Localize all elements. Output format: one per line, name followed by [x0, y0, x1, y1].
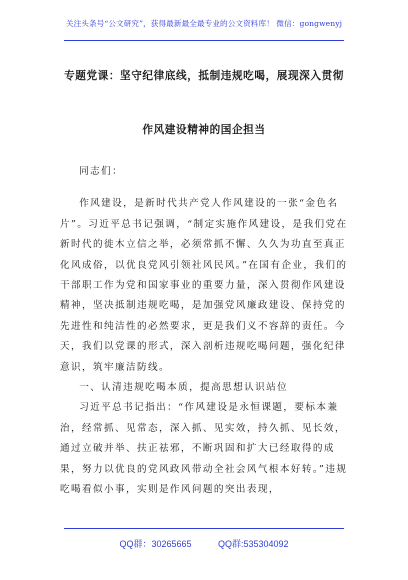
header-divider [64, 40, 344, 41]
footer-contacts [0, 537, 408, 550]
document-body [60, 146, 354, 501]
section-heading-1: 一、认清违规吃喝本质，提高思想认识站位 [79, 382, 289, 394]
salutation: 同志们： [79, 166, 124, 177]
qq-group-2: QQ群:535304092 [218, 539, 289, 549]
qq-group-1: QQ群：30265665 [119, 539, 192, 549]
footer-divider [64, 528, 344, 529]
paragraph-intro: 作风建设，是新时代共产党人作风建设的一张“金色名片”。习近平总书记强调，“制定实施作风建设，是我们党在新时代的徙木立信之举，必须常抓不懈、久久为功直至真正化风成俗，以优良党风引领社风民风。”在国有企业，我们的干部职工作为党和国家事业的重要力量，深入贯彻作风建设精神，坚决抵制违规吃喝，是加强党风廉政建设、保持党的先进性和纯洁性的必然要求，更是我们义不容辞的责任。今天，我们以党课的形式，深入剖析违规吃喝问题，强化纪律意识，筑牢廉洁防线。 [60, 198, 348, 373]
header-note: 关注头条号“公文研究”，获得最新最全最专业的公文资料库！ 微信：gongwenyj [65, 19, 343, 28]
document-title-line-1: 专题党课：坚守纪律底线，抵制违规吃喝，展现深入贯彻 [64, 70, 344, 82]
paragraph-section-1: 习近平总书记指出：“作风建设是永恒课题，要标本兼治，经常抓、见常态，深入抓、见实效，持久抓、见长效，通过立破并举、扶正祛邪，不断巩固和扩大已经取得的成果，努力以优良的党风政风带动全社会风气根本好转。”违规吃喝看似小事，实则是作风问题的突出表现， [60, 402, 348, 496]
document-title-line-2: 作风建设精神的国企担当 [142, 124, 266, 136]
